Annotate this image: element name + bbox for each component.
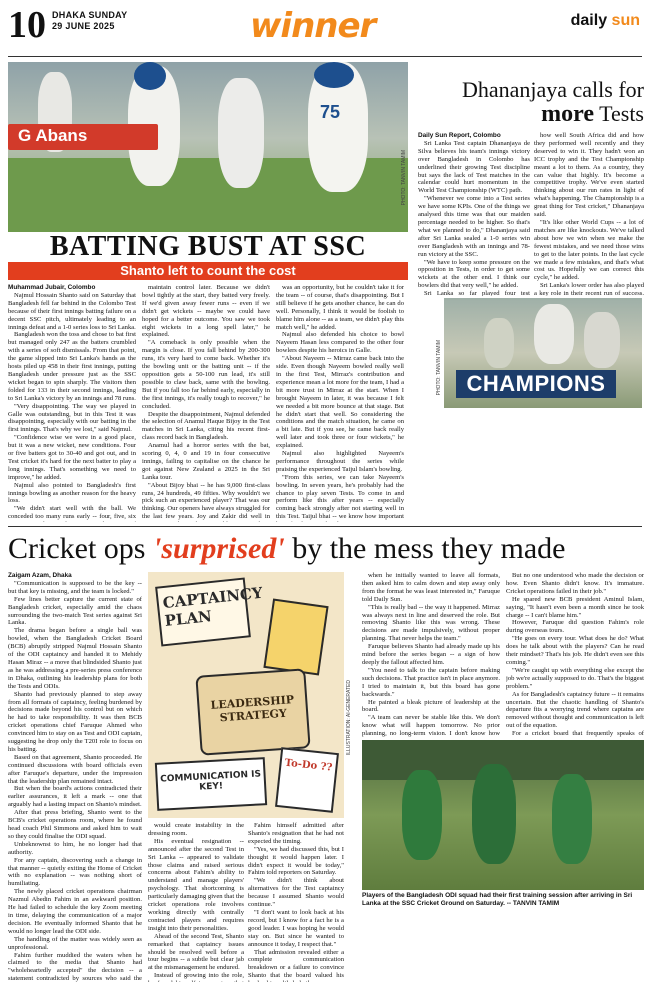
paragraph: "About Bijoy bhai -- he has 9,000 first-class runs, 24 hundreds, 49 fifties. Why wouldn't we pick such an experienced player? That was our thinking. Our openers have always struggled for the last few years. Joy and Zakir did well in — [142, 481, 270, 521]
paragraph: Fahim himself admitted after Shanto's resignation that he had not expected the timing. — [248, 822, 344, 845]
paragraph: Sri Lanka's lower order has also played a key role in their recent run of success. — [534, 282, 644, 296]
paragraph: Faruque believes Shanto had already made up his mind before the series began -- a sign of how deeply the fallout affected him. — [362, 643, 500, 666]
champions-photo — [444, 298, 642, 408]
paragraph: "Communication is supposed to be the key -- but that key is missing, and the team is locked." — [8, 579, 142, 595]
paragraph: Few lines better capture the current state of Bangladesh cricket, especially amid the chaos surrounding the two-match Test series against Sri Lanka. — [8, 595, 142, 627]
paragraph: Najmul Hossain Shanto said on Saturday that Bangladesh fell far behind in the Colombo Test because of their first innings batting failure on a decent SSC pitch, ultimately leading to an innings defeat and a 1-0 series loss to Sri Lanka. — [8, 291, 136, 331]
paragraph: Based on that agreement, Shanto proceeded. He continued discussions with board officials even after Faruque's departure, under the impression that the leadership plan remained intact. — [8, 753, 142, 785]
headline-emphasis: more — [541, 101, 594, 127]
paragraph: But no one understood who made the decision or how. Even Shanto didn't know. It's immature. Cricket operations failed in their job." — [506, 572, 644, 595]
paragraph: "We're caught up with everything else except the job we're actually supposed to do. That's the biggest problem." — [506, 666, 644, 690]
headline-line-1: Dhananjaya calls for — [461, 77, 644, 102]
paragraph: "Confidence wise we were in a good place, but it was a new wicket, new conditions. Four or five batters got to 30-40 and got out, and in Test cricket it's hard for the next batter to play a long innings. That's something we need to improve," he added. — [8, 434, 136, 481]
paragraph: Sri Lanka so far played four test — [424, 290, 530, 296]
paragraph: His eventual resignation -- announced after the second Test in Sri Lanka -- appeared to validate those claims and raised serious concerns about Fahim's ability to understand and manage players' psychology. That shortcoming is particularly damaging given that the cricket operations role involves working directly with centrally contracted players and requires insight into their personalities. — [148, 837, 244, 932]
paragraph: maintain control later. Because we didn't bowl tightly at the start, they batted very freely. If we'd given away fewer runs -- even if we didn't get wickets -- maybe we could have hoped for a better outcome. You saw we took eight wickets in a long spell later," he explained. — [142, 284, 270, 339]
sign-line-1: CAPTAINCY — [161, 583, 264, 613]
story3-column-1 — [8, 572, 142, 982]
section-logo: winner — [250, 6, 376, 46]
headline-part-3: by the mess they made — [284, 532, 566, 565]
section-rule — [8, 526, 642, 527]
illustration-credit: ILLUSTRATION: AI-GENERATED — [346, 680, 352, 756]
paragraph: how well South Africa did and how they performed well recently and they deserved to win it. They hadn't won an ICC trophy and the Test Championship meant a lot to them. As a country, they can value that highly. It's become a competitive trophy. We've even started thinking about our run rates in light of what's happening. The Championship is a great thing for Test cricket," Dhananjaya said. — [534, 132, 644, 219]
paragraph: "This is really bad -- the way it happened. Mirraz was always next in line and deserved the role. But removing Shanto like this was wrong. These decisions are made impulsively, without proper planning. That never helps the team." — [362, 603, 500, 643]
paragraph: Anamul had a horror series with the bat, scoring 0, 4, 0 and 19 in four consecutive innings, failing to capitalise on the chance he got against New Zealand a 2025 in the Sri Lanka tour. — [142, 442, 270, 481]
brand-daily: daily — [570, 12, 608, 29]
headline-batting-bust: BATTING BUST AT SSC — [8, 232, 408, 262]
edition-date — [52, 10, 127, 32]
edition-date-text: 29 JUNE 2025 — [52, 21, 115, 31]
sticky-note — [263, 598, 328, 675]
photo-credit-1: PHOTO: TANVIN TAMIM — [401, 150, 407, 206]
paragraph: "Very disappointing. The way we played in Galle was outstanding, but in this Test it was disappointing, especially with our batting in the first innings. That's why we lost," said Najmul. — [8, 402, 136, 434]
paragraph: "He goes on every tour. What does he do? What does he talk about with the players? Can he read their mindset? That's his job. He didn't even see this coming." — [506, 635, 644, 666]
headline-cricket-ops — [8, 532, 648, 566]
paragraph: The newly placed cricket operations chairman Nazmul Abedin Fahim in an awkward position. He had failed to schedule the key Zoom meeting in time, delaying the communication of a major decision. He eventually informed Shanto that he would no longer lead the ODI side. — [8, 888, 142, 935]
masthead-rule — [8, 56, 642, 57]
paragraph: "Yes, we had discussed this, but I thought it would happen later. I didn't expect it would be today," Fahim told reporters on Saturday. — [248, 845, 344, 877]
captaincy-plan-sign — [155, 577, 264, 646]
paragraph: Despite the disappointment, Najmul defended the selection of Anamul Haque Bijoy in the Test matches in Sri Lanka, citing his recent first-class record back in Bangladesh. — [142, 410, 270, 442]
headline-tests: Tests — [599, 101, 644, 126]
paragraph: The drama began before a single ball was bowled, when the Bangladesh Cricket Board (BCB) abruptly stripped Najmul Hossain Shanto of the ODI captaincy and handed it to Mehidy Hasan Miraz -- a move that blindsided Shanto just as he was addressing a pre-series press conference in Dhaka, outlining his leadership plans for both the Tests and ODIs. — [8, 627, 142, 690]
brand-sun: sun — [611, 12, 640, 29]
paragraph: "You need to talk to the captain before making such decisions. That practice isn't in place anymore. I tried to maintain it, but this board has gone backwards." — [362, 666, 500, 698]
paragraph: "About Nayeem -- Mirraz came back into the side. Even though Nayeem bowled really well in the first Test, Mirraz's contribution and experience mean a lot more for the team, I had a bit more trust in Mirraz at the start. When I brought Nayeem in later, it was because I felt we needed a bit more bounce at that stage. But he didn't start that well. So considering the conditions and the match situation, he came on a bit late. But if you see, he came back really well later and took three or four wickets," he explained. — [276, 355, 404, 450]
paragraph: Najmul also pointed to Bangladesh's first innings bowling as another reason for the heavy loss. — [8, 481, 136, 505]
paragraph: "Whenever we come into a Test series we have some KPIs. One of the things we analysed this time was that our maiden percentage needed to be higher. So that's what we planned to do," Dhananjaya said after Sri Lanka sealed a 1-0 series win over Bangladesh with an innings and 78-run victory at the SSC. — [418, 195, 530, 258]
paragraph: Fahim further muddied the waters when he claimed to the media that Shanto had "wholeheartedly accepted" the decision -- a statement contradicted by sources who said the — [8, 951, 142, 982]
paragraph: That admission revealed either a complete communication breakdown or a failure to convince Shanto that the board valued his — [248, 948, 344, 980]
batting-photo — [8, 62, 408, 232]
masthead — [0, 0, 650, 70]
edition-city-day: DHAKA SUNDAY — [52, 10, 128, 20]
paragraph: "It's like other World Cups -- a lot of matches are like knockouts. We've talked about how we win when we make the fewest mistakes, and we need those wins to get to the later points. In the last cycle we made a few mistakes, and that's what cost us. Hopefully we can correct this cycle," he added. — [534, 218, 644, 282]
story3-column-2b — [248, 822, 344, 982]
paragraph: "We didn't think about alternatives for the Test captaincy because I assumed Shanto would continue." — [248, 877, 344, 909]
photo-caption: Players of the Bangladesh ODI squad had their first training session after arriving in Sri Lanka at the SSC Cricket Ground on Saturday. -- TANVIN TAMIM — [362, 892, 633, 907]
paragraph: But when the board's actions contradicted their earlier assurances, it left a mark -- one that arguably had a lasting impact on Shanto's mindset. — [8, 785, 142, 809]
paragraph: Sri Lanka Test captain Dhananjaya de Silva believes his team's innings victory over Bangladesh in Colombo has underlined their growing Test discipline but says the lack of Test matches in the calendar could hurt momentum in the World Test Championship (WTC) path. — [418, 139, 530, 195]
paragraph: The handling of the matter was widely seen as unprofessional. — [8, 935, 142, 951]
paragraph: would create instability in the dressing room. — [148, 822, 244, 837]
paragraph: For any captain, discovering such a change in that manner -- quietly exiting the Home of Cricket with no explanation -- was nothing short of humiliating. — [8, 856, 142, 888]
paragraph: "A team can never be stable like this. We don't know what will happen tomorrow. No prior planning, no long-term vision. I don't know how — [362, 714, 500, 738]
story3-column-2 — [148, 822, 244, 982]
photo-credit-2: PHOTO: TANVIN TAMIM — [436, 340, 442, 396]
paragraph: "We have to keep some pressure on the opposition in Tests, in order to get some wickets at the other end. I think our bowlers did that very well," he added. — [418, 258, 530, 290]
paragraph: However, Faruque did question Fahim's role during overseas tours. — [506, 619, 644, 635]
paragraph: "I don't want to look back at his record, but I know for a fact he is a good leader. I was hoping he would stay on. But since he wanted to announce it today, I respect that." — [248, 908, 344, 948]
sponsor-board-text: G Abans — [18, 126, 88, 145]
headline-part-1: Cricket ops — [8, 532, 153, 565]
story1-column-1 — [8, 284, 136, 522]
sign-line-2: PLAN — [163, 607, 213, 630]
story1-column-3 — [276, 284, 404, 522]
paragraph: "From this series, we can take Nayeem's bowling. In seven years, he's probably had the chance to play seven Tests. To come in and perform like this after years -- especially coming back strongly after not starting well in this Test. Taijul bhai -- we know how important — [276, 473, 404, 521]
paragraph: He painted a bleak picture of leadership at the board. — [362, 698, 500, 714]
training-photo — [362, 740, 644, 890]
story2-continuation — [418, 412, 644, 522]
champions-banner: CHAMPIONS — [456, 370, 616, 398]
story2-column-2 — [534, 132, 644, 296]
paragraph: "We didn't start well with the ball. We conceded too many runs early -- four, five, six — [8, 505, 136, 521]
paragraph: Unbeknownst to him, he no longer had that authority. — [8, 840, 142, 856]
paragraph: "A comeback is only possible when the margin is close. If you fall behind by 200-300 runs, it's very hard to come back. Whether it's the bowling unit or the batting unit -- if the opposition gets a 50-100 run lead, it's still possible to claw back, same with the bowling. But if you fall too far behind early, especially in the first innings, it's really tough to recover," he concluded. — [142, 339, 270, 410]
paragraph: Bangladesh won the toss and chose to bat first but managed only 247 as the batters crumbled with a series of soft dismissals. From that point, the game slipped into Sri Lanka's hands as the hosts piled up 458 in their first innings, putting Bangladesh under pressure just as the SSC wicket began to spin sharply. The visitors then folded for 133 in their second innings, leading to Sri Lanka's victory by an innings and 78 runs. — [8, 331, 136, 402]
paragraph: Najmul also highlighted Nayeem's performance throughout the series while praising the experienced Taijul Islam's bowling. — [276, 450, 404, 473]
leadership-board: LEADERSHIP STRATEGY — [195, 668, 310, 755]
subhead-shanto: Shanto left to count the cost — [8, 262, 408, 280]
paragraph: was an opportunity, but he couldn't take it for the team -- of course, that's disappointing. But I still believe if he gets another chance, he can do well. Personally, I think it would be foolish to blame him alone -- as a team, we didn't play this match well," he added. — [276, 284, 404, 331]
headline-dhananjaya — [418, 78, 644, 126]
story3-column-3 — [362, 572, 500, 738]
byline: Muhammad Jubair, Colombo — [8, 284, 96, 291]
captaincy-plan-illustration — [148, 572, 344, 818]
paragraph: He spared new BCB president Aminul Islam, saying, "It hasn't even been a month since he took charge -- I can't blame him." — [506, 595, 644, 619]
newspaper-brand — [571, 12, 640, 30]
headline-line-2 — [418, 102, 644, 126]
byline: Daily Sun Report, Colombo — [418, 132, 501, 139]
todo-note: To-Do ?? — [275, 747, 339, 813]
paragraph: when he initially wanted to leave all formats, then asked him to calm down and step away only from the format he was least interested in," Faruque told Daily Sun. — [362, 572, 500, 603]
story3-column-4 — [506, 572, 644, 738]
headline-surprised: 'surprised' — [152, 532, 285, 565]
paragraph: Ahead of the second Test, Shanto remarked that captaincy issues should be resolved well before a tour begins -- a subtle but clear jab at the mismanagement he endured. — [148, 932, 244, 972]
paragraph: As for Bangladesh's captaincy future -- it remains uncertain. But the chaotic handling of Shanto's departure fits a worrying trend where captains are removed without thought and communication is left out of the equation. — [506, 690, 644, 730]
story1-column-2 — [142, 284, 270, 522]
paragraph: Shanto had previously planned to step away from all formats of captaincy, feeling burdened by decisions made beyond his control but on which he had to take responsibility. It was then BCB cricket operations chief Faruque Ahmed who convinced him to stay on as Test and ODI captain, suggesting he drop only the T20I role to focus on his batting. — [8, 690, 142, 753]
paragraph: For a cricket board that frequently speaks of — [512, 730, 644, 738]
paragraph: Najmul also defended his choice to bowl Nayeem Hasan less compared to the other four bowlers despite his heroics in Galle. — [276, 331, 404, 355]
paragraph: Instead of growing into the role, — [154, 972, 244, 980]
byline: Zaigam Azam, Dhaka — [8, 572, 72, 579]
jersey-number: 75 — [320, 102, 341, 122]
communication-note: COMMUNICATION IS KEY! — [155, 757, 267, 811]
paragraph: After that press briefing, Shanto went to the BCB's cricket operations room, where he found head coach Phil Simmons and asked him to wait so they could finalise the ODI squad. — [8, 809, 142, 840]
story2-column-1 — [418, 132, 530, 296]
page-number: 10 — [8, 4, 46, 46]
